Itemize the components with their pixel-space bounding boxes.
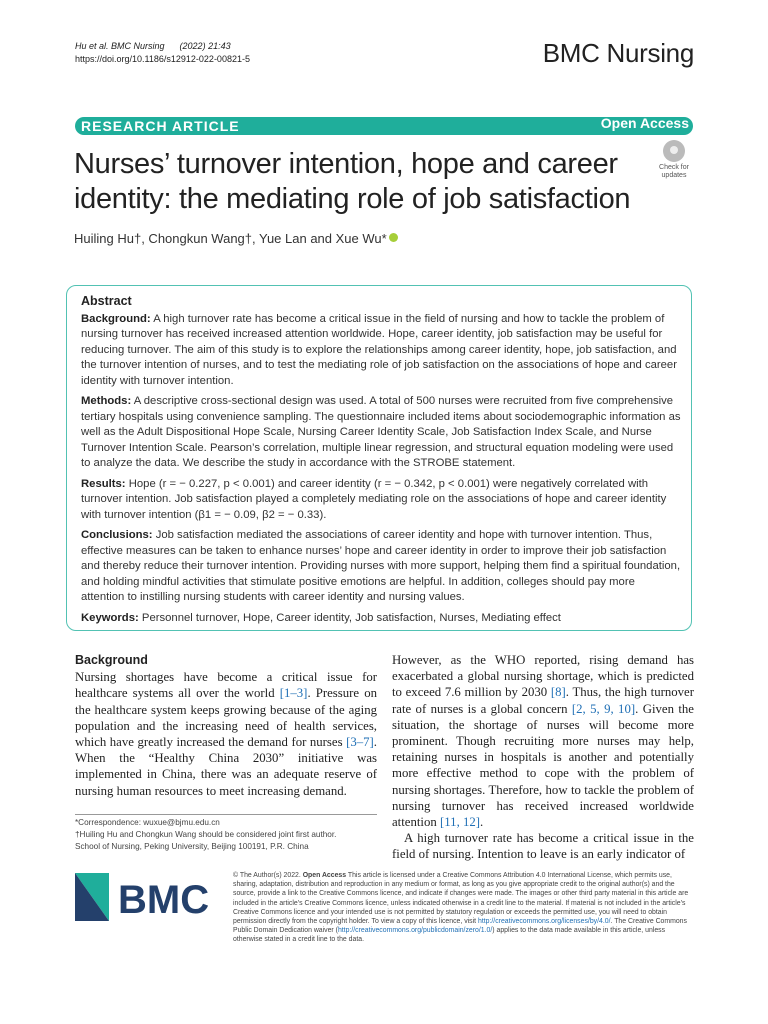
text-run: This article is licensed under a Creative Commons Attribution 4.0 International License, which permits use, sharing, adaptation, distribution and reproduction in any medium or format, as long as you give appropriate credit to the original author(s) and the source, provide a link to the Creative Commons licence, and indicate if changes were made. The images or other third party material in this article are included in the article’s Creative Commons licence, unless indicated otherwise in a credit line to the material. If material is not included in the article’s Creative Commons licence and your intended use is not permitted by statutory regulation or exceeds the permitted use, you will need to obtain permission directly from the copyright holder. To view a copy of this licence, visit [233, 872, 689, 926]
abstract-box [66, 285, 692, 631]
body-right-column [392, 652, 694, 863]
background-text: A high turnover rate has become a critical issue in the field of nursing and how to tackle the problem of nursing turnover has received increased attention worldwide. Hope, career identity, job satisfaction may be useful for reducing turnover. The aim of this study is to explore the relationships among career identity, hope, job satisfaction, and the turnover intention of nurses, and to test the mediating role of job satisfaction on the associations of hope and career identity with turnover intention. [81, 312, 677, 387]
text-run: . When the “Healthy China 2030” initiative was implemented in China, there was an adequate reserve of nursing human resources to meet increasing demand. [75, 735, 377, 798]
section-heading: Background [75, 653, 148, 667]
ref-link[interactable]: [2, 5, 9, 10] [571, 701, 636, 716]
conclusions-label: Conclusions: [81, 529, 153, 541]
text-run: © The Author(s) 2022. [233, 872, 303, 879]
results-text: Hope (r = − 0.227, p < 0.001) and career identity (r = − 0.342, p < 0.001) were negatively correlated with turnover intention. Job satisfaction played a completely mediating role on the associations of hope and career identity with turnover intention (β1 = − 0.09, β2 = − 0.33). [81, 477, 667, 521]
citation-journal: Hu et al. BMC Nursing [75, 41, 165, 51]
public-domain-url-link[interactable]: http://creativecommons.org/publicdomain/zero/1.0/ [337, 927, 493, 935]
author-list [74, 231, 398, 246]
abstract-methods [81, 394, 681, 472]
keywords-text: Personnel turnover, Hope, Career identity, Job satisfaction, Nurses, Mediating effect [141, 611, 561, 624]
journal-brand[interactable]: BMC Nursing [542, 38, 694, 68]
license-text [233, 871, 693, 945]
abstract-keywords [81, 611, 681, 627]
methods-text: A descriptive cross-sectional design was used. A total of 500 nurses were recruited from five comprehensive tertiary hospitals using convenience sampling. The questionnaire included items about sociodemographic information as well as the Adult Dispositional Hope Scale, Nursing Career Identity Scale, Job Satisfaction Index Scale, and Nurse Turnover Intention Scale. Pearson’s correlation, multiple linear regression, and structural equation modeling were used to analyze the data. We describe the study in accordance with the STROBE statement. [81, 395, 681, 469]
abstract-heading: Abstract [81, 294, 132, 308]
keywords-label: Keywords: [81, 611, 139, 624]
orcid-icon[interactable] [389, 233, 398, 242]
paragraph [392, 652, 694, 830]
footnotes [75, 817, 385, 853]
text-run: . The Creative Commons Public Domain Dedication waiver ( [233, 918, 687, 935]
text-run: ) applies to the data made available in this article, unless otherwise stated in a credit line to the data. [233, 927, 666, 944]
open-access-label: Open Access [600, 115, 689, 131]
footnote-divider [75, 814, 377, 815]
article-type-banner [75, 117, 693, 135]
text-run: . Thus, the high turnover rate of nurses is a global concern [392, 685, 694, 716]
ref-link[interactable]: [3–7] [346, 735, 374, 750]
joint-author-note: †Huiling Hu and Chongkun Wang should be considered joint first author. [75, 830, 337, 839]
methods-label: Methods: [81, 395, 132, 407]
check-for-updates-badge[interactable] [654, 140, 694, 180]
ref-link[interactable]: [11, 12] [439, 815, 481, 830]
citation-year: (2022) 21:43 [179, 41, 231, 51]
authors-text: Huiling Hu†, Chongkun Wang†, Yue Lan and Xue Wu* [74, 231, 387, 246]
affiliation-note: School of Nursing, Peking University, Beijing 100191, P.R. China [75, 842, 309, 851]
article-type-label: RESEARCH ARTICLE [81, 118, 240, 134]
license-url-link[interactable]: http://creativecommons.org/licenses/by/4.0/ [477, 918, 611, 926]
open-access-inline: Open Access [302, 872, 347, 879]
article-title: Nurses’ turnover intention, hope and career identity: the mediating role of job satisfaction [74, 148, 631, 215]
bmc-logo-text: BMC [118, 878, 210, 922]
bmc-logo[interactable] [75, 869, 215, 929]
text-run: However, as the WHO reported, rising demand has exacerbated a global nursing shortage, which is predicted to exceed 7.6 million by 2030 [392, 653, 694, 700]
background-label: Background: [81, 312, 151, 325]
correspondence-note: *Correspondence: wuxue@bjmu.edu.cn [75, 818, 220, 827]
citation-line [75, 40, 231, 52]
bmc-logo-icon [75, 869, 215, 929]
results-label: Results: [81, 477, 126, 490]
doi-link[interactable]: https://doi.org/10.1186/s12912-022-00821-5 [75, 54, 250, 64]
text-run: Nursing shortages have become a critical issue for healthcare systems all over the world [75, 670, 377, 701]
abstract-conclusions [81, 528, 681, 606]
badge-line2: updates [661, 172, 687, 179]
paragraph [75, 669, 377, 799]
check-updates-icon [663, 140, 685, 162]
body-left-column [75, 652, 377, 799]
conclusions-text: Job satisfaction mediated the associations of career identity and hope with turnover intention. Thus, effective measures can be taken to enhance nurses’ hope and career identity in order to improve their job satisfaction and thereby reduce their turnover intention. Providing nurses with more support, helping them find a spiritual foundation, and holding mindful activities that stimulate positive emotions are helpful. In addition, colleges should pay more attention to instilling nursing students with career identity and nursing values. [81, 529, 681, 603]
ref-link[interactable]: [1–3] [279, 686, 308, 701]
abstract-results [81, 477, 681, 524]
text-run: . [480, 815, 484, 830]
badge-line1: Check for [659, 164, 689, 171]
ref-link[interactable]: [8] [550, 685, 566, 700]
abstract-background [81, 312, 681, 390]
text-run: . Pressure on the healthcare system keeps growing because of the aging population and the increasing need of health services, which have greatly increased the demand for nurses [75, 686, 377, 750]
paragraph: A high turnover rate has become a critical issue in the field of nursing. Intention to leave is an early indicator of [392, 831, 694, 862]
text-run: . Given the situation, the shortage of nurses will become more prominent. Though recruiting more nurses may help, retaining nurses in hospitals is another and potentially more effective method to cope with the problem of nursing shortages. Therefore, how to tackle the problem of nursing turnover has received increased worldwide attention [392, 701, 694, 830]
